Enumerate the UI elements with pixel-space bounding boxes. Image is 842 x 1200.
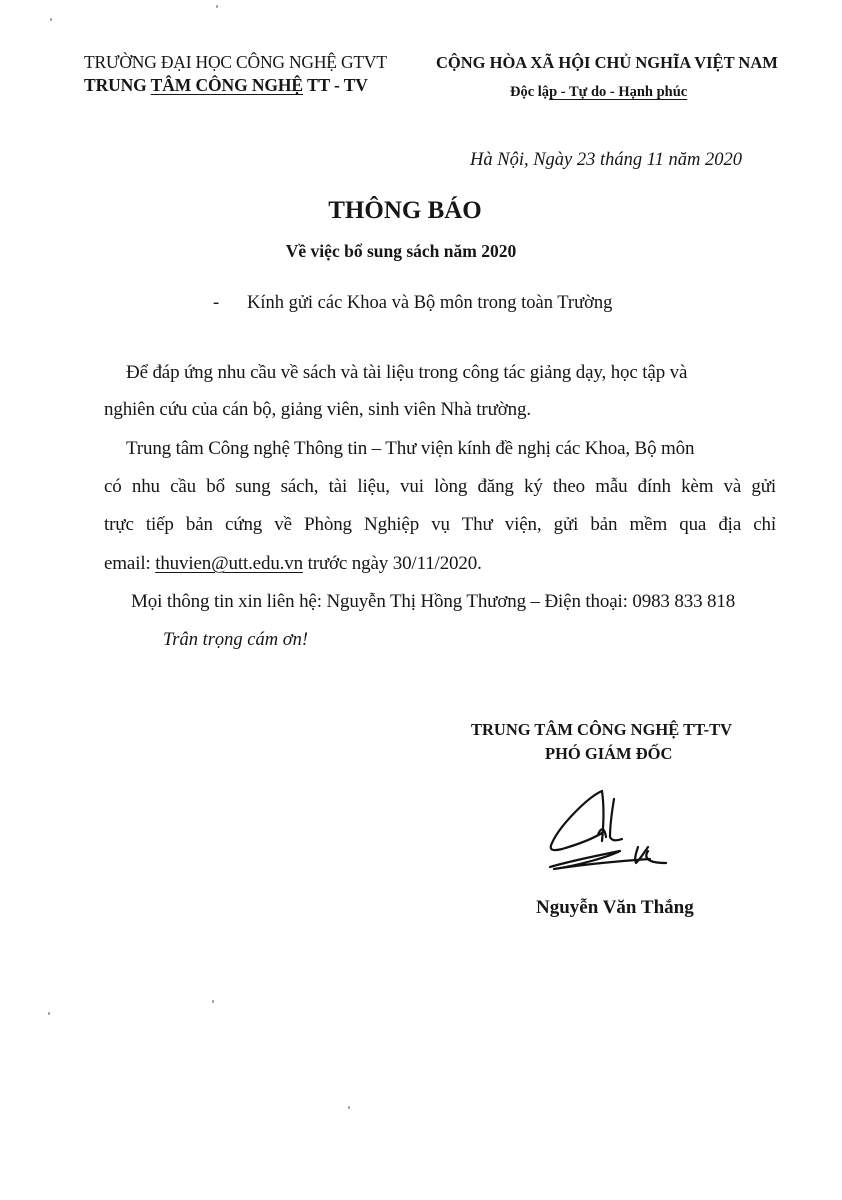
addressee-line (213, 293, 612, 314)
document-title (0, 197, 842, 225)
institution-name: TRƯỜNG ĐẠI HỌC CÔNG NGHỆ GTVT (84, 52, 387, 72)
paragraph-1-line-2: nghiên cứu của cán bộ, giảng viên, sinh viên Nhà trường. (104, 399, 531, 420)
document-date: Hà Nội, Ngày 23 tháng 11 năm 2020 (470, 150, 743, 170)
scan-speck (216, 5, 218, 8)
contact-line: Mọi thông tin xin liên hệ: Nguyễn Thị Hồng Thương – Điện thoại: 0983 833 818 (131, 591, 736, 612)
department-name-suffix: TT - TV (302, 75, 368, 95)
signature-role: PHÓ GIÁM ĐỐC (545, 744, 673, 763)
scan-speck (348, 1106, 350, 1109)
bullet-dash: - (213, 293, 220, 313)
department-name (84, 75, 368, 96)
handwritten-signature-icon (540, 785, 690, 875)
scan-speck (50, 18, 52, 21)
department-name-prefix: TRUNG (84, 75, 151, 95)
email-label: email: (104, 553, 156, 574)
document-subtitle (0, 241, 842, 262)
paragraph-2-line-4 (104, 553, 482, 575)
signatory-name: Nguyễn Văn Thắng (536, 897, 694, 918)
deadline-text: trước ngày 30/11/2020. (302, 553, 482, 574)
email-link[interactable]: thuvien@utt.edu.vn (155, 553, 303, 574)
paragraph-1-line-1: Để đáp ứng nhu cầu về sách và tài liệu trong công tác giảng dạy, học tập và (126, 362, 688, 383)
paragraph-2-line-2: có nhu cầu bổ sung sách, tài liệu, vui lòng đăng ký theo mẫu đính kèm và gửi (104, 476, 776, 497)
national-motto-prefix: Độc lậ (510, 84, 550, 100)
national-title: CỘNG HÒA XÃ HỘI CHỦ NGHĨA VIỆT NAM (436, 53, 778, 72)
scan-speck (212, 1000, 214, 1003)
signature-organization: TRUNG TÂM CÔNG NGHỆ TT-TV (471, 720, 732, 739)
paragraph-2-line-3: trực tiếp bản cứng về Phòng Nghiệp vụ Thư viện, gửi bản mềm qua địa chỉ (104, 514, 776, 535)
paragraph-2-line-1: Trung tâm Công nghệ Thông tin – Thư viện kính đề nghị các Khoa, Bộ môn (126, 438, 695, 459)
scan-speck (48, 1012, 50, 1015)
document-title-text: THÔNG BÁO (328, 197, 482, 224)
document-subtitle-text: Về việc bổ sung sách năm 2020 (285, 241, 517, 261)
national-motto (510, 84, 687, 101)
department-name-underlined: TÂM CÔNG NGHỆ (150, 75, 303, 95)
closing-thanks: Trân trọng cám ơn! (163, 630, 309, 650)
addressee-text: Kính gửi các Khoa và Bộ môn trong toàn Trường (247, 293, 613, 313)
national-motto-underlined: p - Tự do - Hạnh phúc (549, 84, 688, 100)
